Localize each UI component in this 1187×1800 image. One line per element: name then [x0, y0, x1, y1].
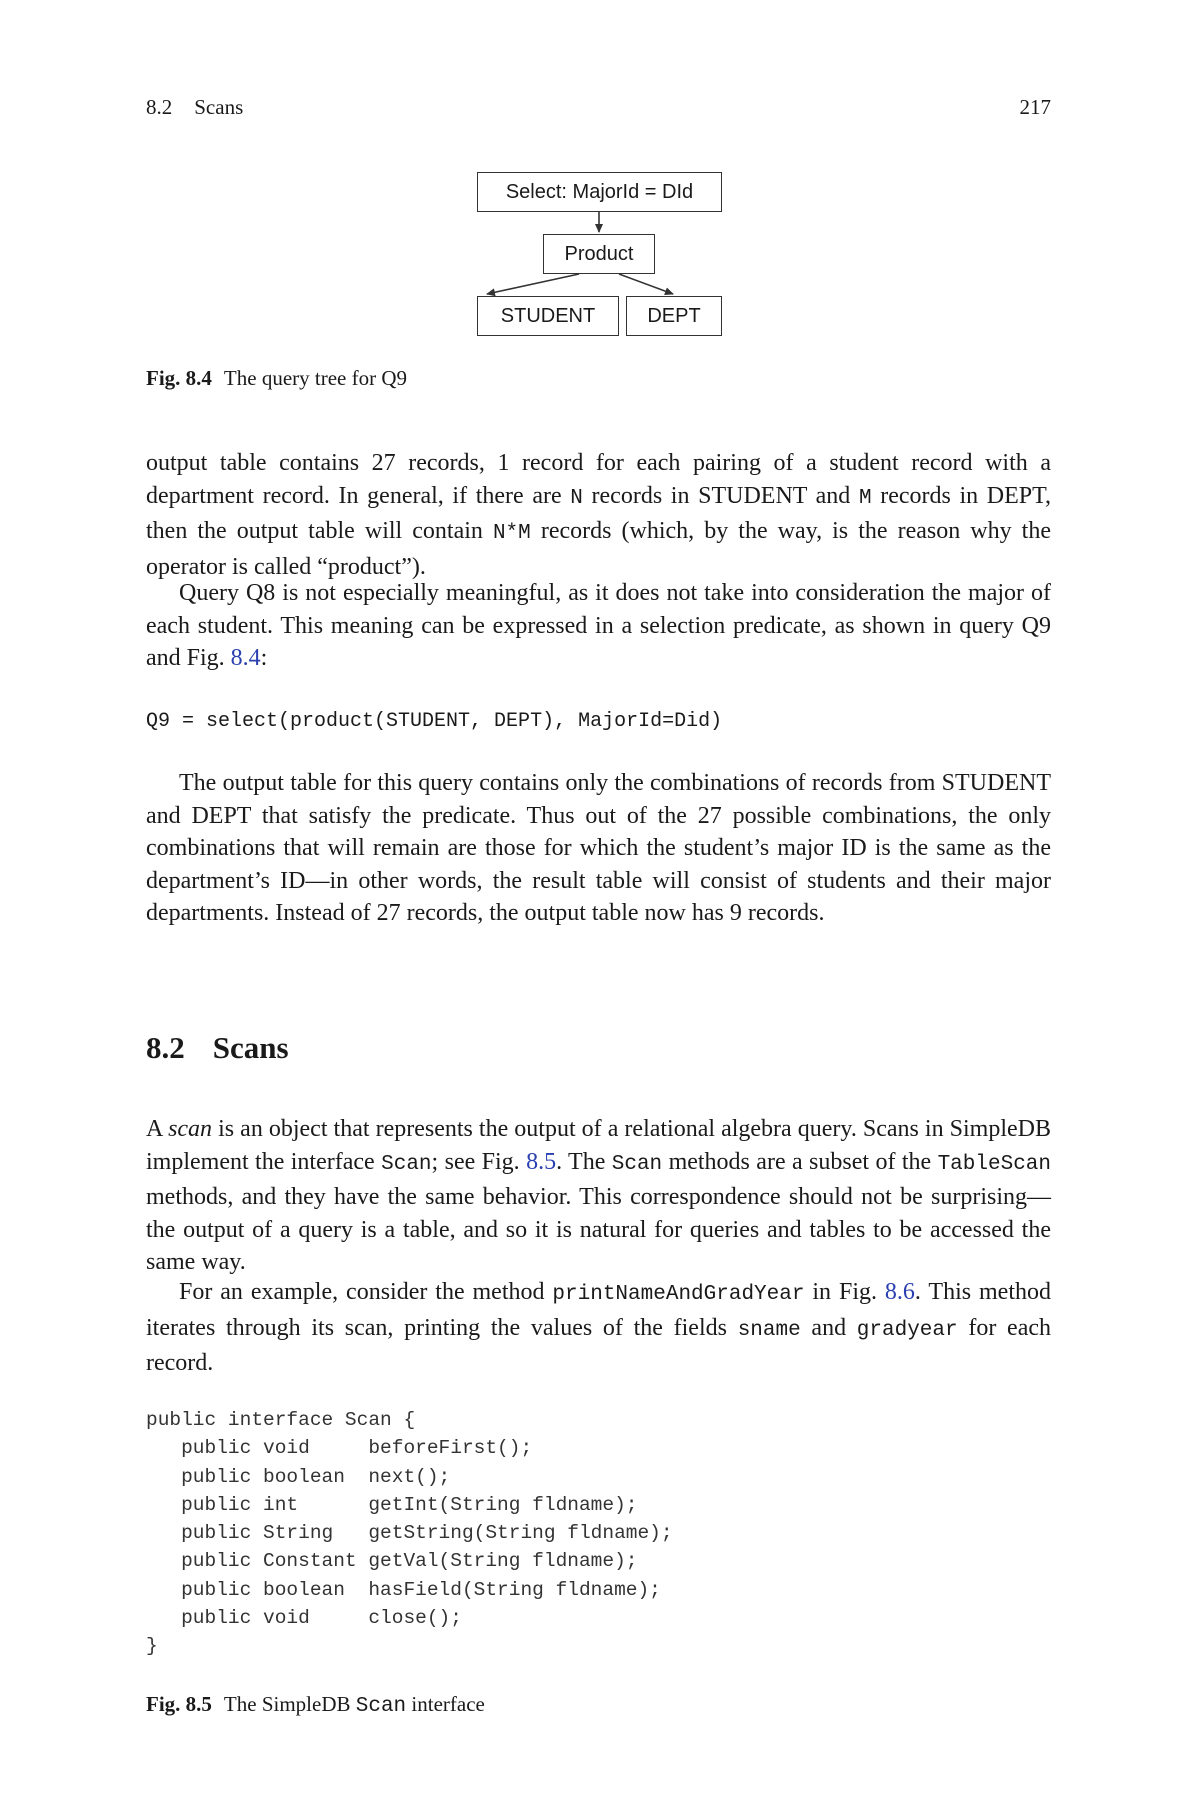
paragraph-product-output — [146, 447, 1051, 583]
para5-text-3: . This method iterates through its scan, printing the values of the fields — [146, 1279, 1051, 1341]
header-section-name: Scans — [194, 95, 244, 119]
product-node: Product — [543, 234, 655, 274]
paragraph-example-method — [146, 1276, 1051, 1380]
section-heading-number: 8.2 — [146, 1030, 185, 1065]
para1-code-m: M — [858, 486, 872, 510]
para1-code-nm: N*M — [492, 522, 531, 545]
para5-code-sname: sname — [737, 1318, 801, 1342]
section-heading — [146, 1030, 289, 1066]
figure-8-4-link[interactable]: 8.4 — [230, 645, 261, 671]
figure-8-5-caption-text-1: The SimpleDB — [223, 1692, 356, 1716]
para4-text-6: methods, and they have the same behavior. This correspondence should not be surprising—the output of a query is a table, and so it is natural for queries and tables to be accessed the same way. — [146, 1184, 1051, 1275]
figure-8-4-caption-text: The query tree for Q9 — [223, 366, 408, 390]
figure-8-5-caption-text-2: interface — [406, 1692, 485, 1716]
para5-text-4: and — [800, 1314, 857, 1341]
para5-text-1: For an example, consider the method — [179, 1279, 553, 1305]
page-number: 217 — [1019, 95, 1051, 119]
para3-text: The output table for this query contains only the combinations of records from STUDENT and DEPT that satisfy the predicate. Thus out of the 27 possible combinations, the only combinations that will remain are those for which the student’s major ID is the same as the department’s ID—in other words, the result table will consist of students and their major departments. Instead of 27 records, the output table now has 9 records. — [146, 770, 1051, 926]
arrow-product-to-dept — [619, 274, 673, 294]
scan-interface-code: public interface Scan { public void beforeFirst(); public boolean next(); public int getInt(String fldname); public String getString(String fldname); public Constant getVal(String fldname); public boolean hasField(String fldname); public void close(); } — [146, 1409, 673, 1658]
para4-code-scan: Scan — [381, 1152, 432, 1176]
figure-8-5-caption — [146, 1692, 485, 1718]
running-header — [146, 95, 1051, 125]
para5-code-method: printNameAndGradYear — [552, 1283, 805, 1306]
header-section-number: 8.2 — [146, 95, 173, 119]
para4-text-4: . The — [556, 1148, 612, 1175]
query-tree-figure — [475, 170, 725, 340]
para4-emphasis-scan: scan — [168, 1116, 213, 1142]
running-header-left — [146, 95, 243, 125]
para4-code-scan-2: Scan — [611, 1152, 663, 1176]
para1-text-1: output table contains 27 records, 1 record for each pairing of a student record with a department record. In general, if there are — [146, 450, 1051, 509]
para4-text-1: A — [146, 1116, 169, 1142]
figure-8-5-caption-code: Scan — [355, 1695, 407, 1718]
para1-code-n: N — [570, 486, 583, 510]
paragraph-scan-definition — [146, 1113, 1051, 1279]
para2-text-2: : — [260, 645, 268, 671]
q9-code: Q9 = select(product(STUDENT, DEPT), MajorId=Did) — [146, 710, 723, 733]
para5-text-5: for each record. — [146, 1314, 1051, 1376]
figure-8-5-label: Fig. 8.5 — [146, 1692, 212, 1716]
para2-text-1: Query Q8 is not especially meaningful, as it does not take into consideration the major of each student. This meaning can be expressed in a selection predicate, as shown in query Q9 and Fig. — [146, 580, 1051, 671]
select-node: Select: MajorId = DId — [477, 172, 722, 212]
student-node: STUDENT — [477, 296, 619, 336]
para4-code-tablescan: TableScan — [937, 1152, 1051, 1176]
figure-8-4-label: Fig. 8.4 — [146, 366, 212, 390]
arrow-product-to-student — [487, 274, 579, 294]
figure-8-4-caption — [146, 366, 407, 391]
para4-text-5: methods are a subset of the — [662, 1148, 938, 1175]
dept-node: DEPT — [626, 296, 722, 336]
figure-8-5-link[interactable]: 8.5 — [526, 1148, 557, 1175]
para5-code-gradyear: gradyear — [856, 1318, 958, 1342]
para1-text-4: records (which, by the way, is the reason why the operator is called “product”). — [146, 518, 1051, 580]
section-heading-title: Scans — [212, 1030, 289, 1065]
para4-text-3: ; see Fig. — [431, 1148, 527, 1175]
figure-8-6-link[interactable]: 8.6 — [884, 1279, 915, 1305]
paragraph-query-q8 — [146, 577, 1051, 675]
para1-text-2: records in STUDENT and — [582, 482, 859, 509]
paragraph-q9-output — [146, 767, 1051, 930]
para4-text-2: is an object that represents the output of a relational algebra query. Scans in SimpleDB implement the interface — [146, 1116, 1051, 1175]
para5-text-2: in Fig. — [804, 1279, 885, 1305]
para1-text-3: records in DEPT, then the output table will contain — [146, 482, 1052, 544]
